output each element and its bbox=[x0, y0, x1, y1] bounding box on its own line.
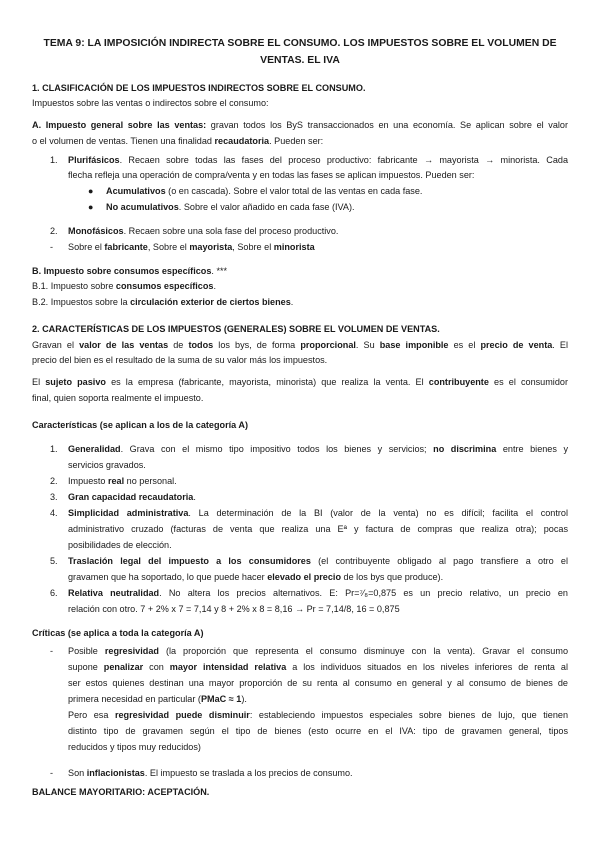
plurifasicos-line-1: Plurifásicos. Recaen sobre todas las fases del proceso productivo: fabricante → mayorista → minorista. Cada bbox=[68, 155, 568, 165]
monofasicos-types: Sobre el fabricante, Sobre el mayorista, Sobre el minorista bbox=[68, 242, 315, 252]
document-title bbox=[40, 35, 560, 69]
list-number: 1. bbox=[50, 444, 58, 454]
list-number: 3. bbox=[50, 492, 58, 502]
regresividad-line-6: distinto tipo de gravamen según el tipo de bienes (esto ocurre en el IVA: tipo de gravamen general, tipos bbox=[68, 726, 568, 736]
simplicidad-line-1: Simplicidad administrativa. La determinación de la BI (valor de la venta) no es difícil; facilita el control bbox=[68, 508, 568, 518]
dash-marker: - bbox=[50, 646, 54, 656]
bullet-dot-icon: ● bbox=[88, 186, 94, 196]
regresividad-line-3: ser estos quienes destinan una mayor proporción de su renta al consumo en general y al consumo de bienes de bbox=[68, 678, 568, 688]
generalidad-line-1: Generalidad. Grava con el mismo tipo impositivo todos los bienes y servicios; no discrimina entre bienes y bbox=[68, 444, 569, 454]
generalidad-line-2: servicios gravados. bbox=[68, 460, 146, 470]
monofasicos-item: Monofásicos. Recaen sobre una sola fase del proceso productivo. bbox=[68, 226, 339, 236]
regresividad-line-1: Posible regresividad (la proporción que representa el consumo disminuye con la venta). Gravar el consumo bbox=[68, 646, 568, 656]
section-2-p1-line-1: Gravan el valor de las ventas de todos los bys, de forma proporcional. Su base imponible es el precio de venta. El bbox=[32, 340, 568, 350]
list-number: 2. bbox=[50, 226, 58, 236]
inflacionistas-item: Son inflacionistas. El impuesto se traslada a los precios de consumo. bbox=[68, 768, 353, 778]
section-1-heading: 1. CLASIFICACIÓN DE LOS IMPUESTOS INDIRECTOS SOBRE EL CONSUMO. bbox=[32, 83, 366, 93]
title-line-2: VENTAS. EL IVA bbox=[260, 55, 340, 66]
no-acumulativos-item: No acumulativos. Sobre el valor añadido en cada fase (IVA). bbox=[106, 202, 355, 212]
title-line-1: TEMA 9: LA IMPOSICIÓN INDIRECTA SOBRE EL CONSUMO. LOS IMPUESTOS SOBRE EL VOLUMEN DE bbox=[43, 38, 557, 49]
balance-conclusion: BALANCE MAYORITARIO: ACEPTACIÓN. bbox=[32, 787, 210, 797]
type-b2: B.2. Impuestos sobre la circulación exterior de ciertos bienes. bbox=[32, 297, 294, 307]
simplicidad-line-2: administrativo cruzado (facturas de venta que realiza una Eª y factura de compras que realiza otra); pocas bbox=[68, 524, 568, 534]
bullet-dot-icon: ● bbox=[88, 202, 94, 212]
section-2-heading: 2. CARACTERÍSTICAS DE LOS IMPUESTOS (GENERALES) SOBRE EL VOLUMEN DE VENTAS. bbox=[32, 324, 440, 334]
list-number: 2. bbox=[50, 476, 58, 486]
list-number: 4. bbox=[50, 508, 58, 518]
regresividad-line-2: supone penalizar con mayor intensidad relativa a los individuos situados en los niveles inferiores de renta al bbox=[68, 662, 569, 672]
regresividad-line-5: Pero esa regresividad puede disminuir: estableciendo impuestos especiales sobre bienes de lujo, que tienen bbox=[68, 710, 569, 720]
type-a-line-1: A. Impuesto general sobre las ventas: gravan todos los ByS transaccionados en una economía. Se aplican sobre el valor bbox=[32, 120, 568, 130]
section-2-p2-line-2: final, quien soporta realmente el impuesto. bbox=[32, 393, 204, 403]
traslacion-line-2: gravamen que ha soportado, lo que puede hacer elevado el precio de los bys que produce). bbox=[68, 572, 444, 582]
caracteristicas-heading: Características (se aplican a los de la categoría A) bbox=[32, 420, 248, 430]
section-1-intro: Impuestos sobre las ventas o indirectos sobre el consumo: bbox=[32, 98, 269, 108]
acumulativos-item: Acumulativos (o en cascada). Sobre el valor total de las ventas en cada fase. bbox=[106, 186, 423, 196]
list-number: 1. bbox=[50, 155, 58, 165]
impuesto-real-item: Impuesto real no personal. bbox=[68, 476, 177, 486]
type-a-line-2: o el volumen de ventas. Tienen una finalidad recaudatoria. Pueden ser: bbox=[32, 136, 324, 146]
list-number: 6. bbox=[50, 588, 58, 598]
neutralidad-line-1: Relativa neutralidad. No altera los precios alternativos. E: Pr=⁷⁄₈=0,875 es un precio relativo, un precio en bbox=[68, 588, 568, 598]
section-2-p2-line-1: El sujeto pasivo es la empresa (fabricante, mayorista, minorista) que realiza la venta. El contribuyente es el consumidor bbox=[32, 377, 568, 387]
neutralidad-line-2: relación con otro. 7 + 2% x 7 = 7,14 y 8 + 2% x 8 = 8,16 → Pr = 7,14/8, 16 = 0,875 bbox=[68, 604, 400, 614]
regresividad-line-4: primera necesidad en particular (PMaC ≈ 1). bbox=[68, 694, 247, 704]
traslacion-line-1: Traslación legal del impuesto a los consumidores (el contribuyente obligado al pago transfiere a otro el bbox=[68, 556, 568, 566]
section-2-p1-line-2: precio del bien es el resultado de la suma de su valor más los impuestos. bbox=[32, 355, 328, 365]
dash-marker: - bbox=[50, 768, 54, 778]
list-number: 5. bbox=[50, 556, 58, 566]
simplicidad-line-3: posibilidades de elección. bbox=[68, 540, 172, 550]
type-b1: B.1. Impuesto sobre consumos específicos. bbox=[32, 281, 216, 291]
criticas-heading: Críticas (se aplica a toda la categoría A) bbox=[32, 628, 204, 638]
dash-marker: - bbox=[50, 242, 54, 252]
type-b-heading: B. Impuesto sobre consumos específicos. *** bbox=[32, 266, 228, 276]
capacidad-recaudatoria-item: Gran capacidad recaudatoria. bbox=[68, 492, 196, 502]
plurifasicos-line-2: flecha refleja una operación de compra/venta y en todas las fases se aplican impuestos. Pueden ser: bbox=[68, 170, 475, 180]
regresividad-line-7: reducidos y tipos muy reducidos) bbox=[68, 742, 201, 752]
